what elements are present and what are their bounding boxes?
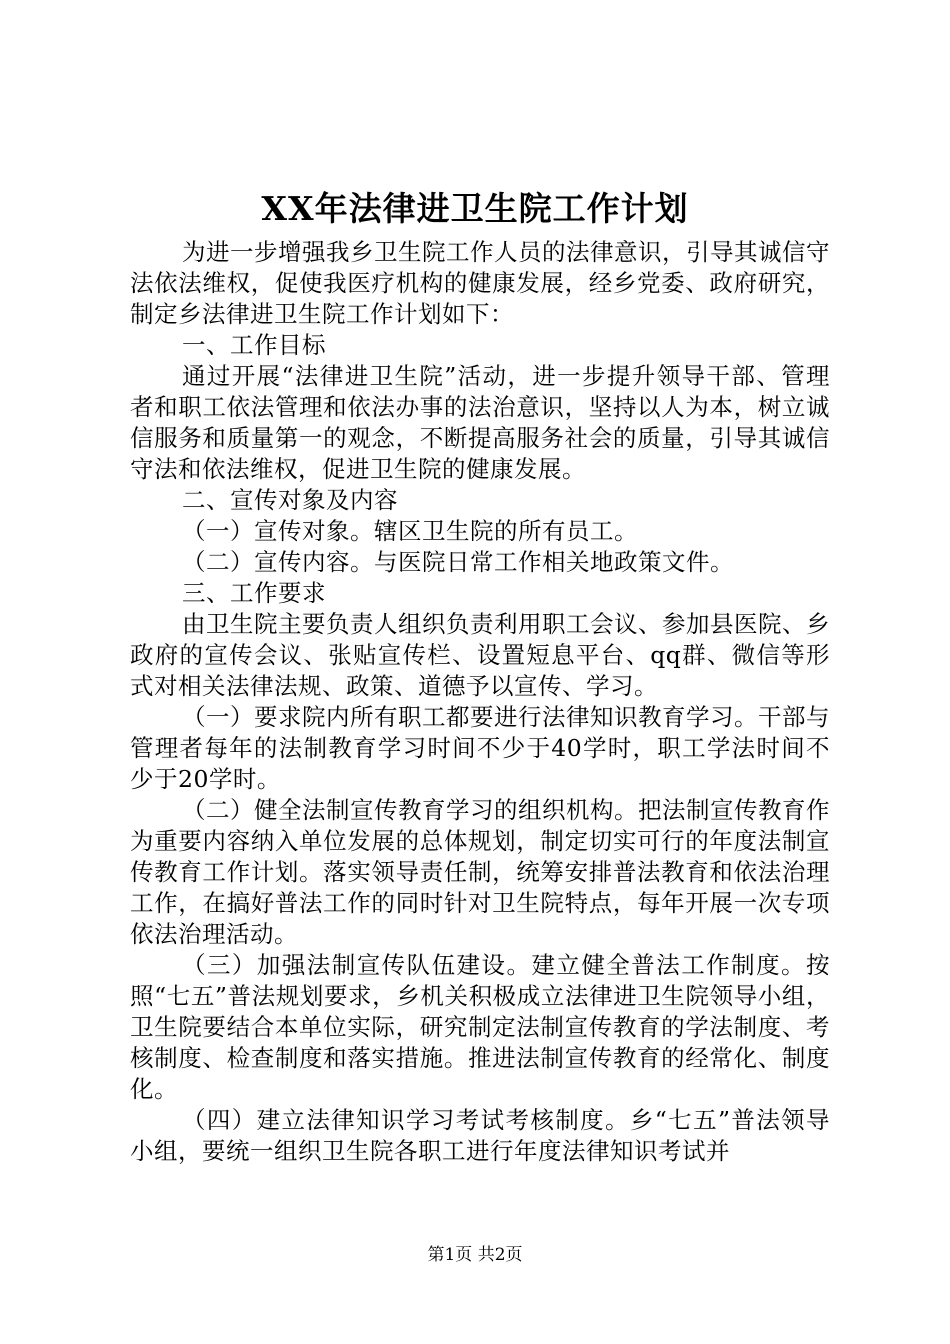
paragraph-publicity-content: （二）宣传内容。与医院日常工作相关地政策文件。 [182, 548, 734, 576]
paragraph-publicity-target: （一）宣传对象。辖区卫生院的所有员工。 [182, 517, 638, 545]
paragraph-requirement-3: （三）加强法制宣传队伍建设。建立健全普法工作制度。按照“七五”普法规划要求，乡机关积极成立法律进卫生院领导小组，卫生院要结合本单位实际，研究制定法制宣传教育的学法制度、考核制度、检查制度和落实措施。推进法制宣传教育的经常化、制度化。 [130, 951, 830, 1103]
paragraph-requirement-2: （二）健全法制宣传教育学习的组织机构。把法制宣传教育作为重要内容纳入单位发展的总体规划，制定切实可行的年度法制宣传教育工作计划。落实领导责任制，统筹安排普法教育和依法治理工作，在搞好普法工作的同时针对卫生院特点，每年开展一次专项依法治理活动。 [130, 796, 830, 948]
document-title: XX年法律进卫生院工作计划 [261, 189, 689, 228]
paragraph-requirement-4: （四）建立法律知识学习考试考核制度。乡“七五”普法领导小组，要统一组织卫生院各职工进行年度法律知识考试并 [130, 1106, 830, 1165]
heading-work-goal: 一、工作目标 [182, 331, 326, 359]
paragraph-requirements-intro: 由卫生院主要负责人组织负责利用职工会议、参加县医院、乡政府的宣传会议、张贴宣传栏、设置短息平台、qq群、微信等形式对相关法律法规、政策、道德予以宣传、学习。 [130, 610, 830, 700]
paragraph-requirement-1: （一）要求院内所有职工都要进行法律知识教育学习。干部与管理者每年的法制教育学习时间不少于40学时，职工学法时间不少于20学时。 [130, 703, 830, 793]
paragraph-work-goal: 通过开展“法律进卫生院”活动，进一步提升领导干部、管理者和职工依法管理和依法办事的法治意识，坚持以人为本，树立诚信服务和质量第一的观念，不断提高服务社会的质量，引导其诚信守法和依法维权，促进卫生院的健康发展。 [130, 362, 830, 483]
document-body [130, 237, 830, 1167]
heading-publicity: 二、宣传对象及内容 [182, 486, 398, 514]
heading-work-requirements: 三、工作要求 [182, 579, 326, 607]
page-footer: 第1页 共2页 [427, 1245, 523, 1265]
paragraph-intro: 为进一步增强我乡卫生院工作人员的法律意识，引导其诚信守法依法维权，促使我医疗机构的健康发展，经乡党委、政府研究，制定乡法律进卫生院工作计划如下： [130, 238, 830, 328]
